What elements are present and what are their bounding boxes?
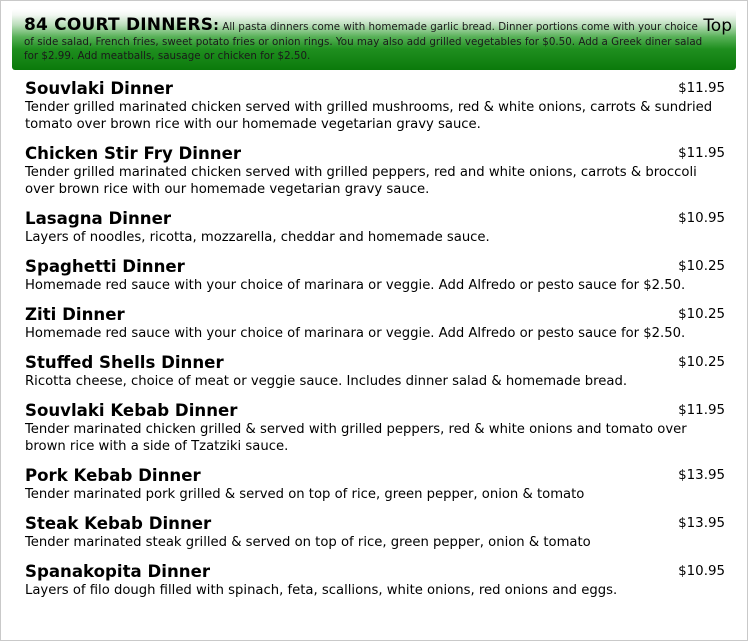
menu-item-price: $11.95 — [678, 81, 725, 96]
menu-item — [25, 304, 725, 342]
menu-item-name: Ziti Dinner — [25, 305, 125, 324]
menu-item-price: $11.95 — [678, 146, 725, 161]
menu-item-price: $10.25 — [678, 259, 725, 274]
menu-item-name: Spanakopita Dinner — [25, 562, 211, 581]
menu-item — [25, 513, 725, 551]
menu-item-price: $13.95 — [678, 516, 725, 531]
menu-item-name: Souvlaki Dinner — [25, 79, 173, 98]
menu-item-price: $10.25 — [678, 307, 725, 322]
top-link[interactable]: Top — [703, 16, 732, 36]
menu-item — [25, 208, 725, 246]
menu-item-description: Tender grilled marinated chicken served with grilled peppers, red and white onions, carrots & broccoli over brown rice with our homemade vegetarian gravy sauce. — [25, 165, 697, 197]
menu-item-name: Lasagna Dinner — [25, 209, 172, 228]
menu-item — [25, 561, 725, 599]
menu-item-name: Pork Kebab Dinner — [25, 466, 201, 485]
section-intro-text: All pasta dinners come with homemade garlic bread. Dinner portions come with your choice of side salad, French fries, sweet potato fries or onion rings. You may also add grilled vegetables for $0.50. Add a Greek diner salad for $2.99. Add meatballs, sausage or chicken for $2.50. — [24, 21, 703, 62]
menu-item-description: Layers of filo dough filled with spinach, feta, scallions, white onions, red onions and eggs. — [25, 583, 618, 598]
menu-item — [25, 352, 725, 390]
menu-item-description: Ricotta cheese, choice of meat or veggie sauce. Includes dinner salad & homemade bread. — [25, 374, 628, 389]
menu-item-price: $10.95 — [678, 564, 725, 579]
menu-item — [25, 256, 725, 294]
menu-item — [25, 143, 725, 198]
menu-item-price: $10.95 — [678, 211, 725, 226]
menu-item-description: Tender grilled marinated chicken served with grilled mushrooms, red & white onions, carrots & sundried tomato over brown rice with our homemade vegetarian gravy sauce. — [25, 100, 713, 132]
section-header — [12, 9, 736, 70]
menu-item — [25, 400, 725, 455]
menu-item-name: Stuffed Shells Dinner — [25, 353, 224, 372]
menu-item-description: Tender marinated steak grilled & served on top of rice, green pepper, onion & tomato — [25, 535, 591, 550]
menu-item-name: Chicken Stir Fry Dinner — [25, 144, 242, 163]
menu-item — [25, 78, 725, 133]
section-title: 84 COURT DINNERS — [24, 15, 214, 35]
section-title-separator: : — [213, 18, 219, 34]
menu-item-description: Homemade red sauce with your choice of marinara or veggie. Add Alfredo or pesto sauce for $2.50. — [25, 326, 686, 341]
section-intro — [24, 15, 704, 64]
menu-item — [25, 465, 725, 503]
menu-item-description: Homemade red sauce with your choice of marinara or veggie. Add Alfredo or pesto sauce for $2.50. — [25, 278, 686, 293]
menu-item-description: Tender marinated chicken grilled & served with grilled peppers, red & white onions and tomato over brown rice with a side of Tzatziki sauce. — [25, 422, 687, 454]
menu-list — [25, 78, 725, 609]
menu-item-name: Steak Kebab Dinner — [25, 514, 212, 533]
menu-item-price: $10.25 — [678, 355, 725, 370]
menu-item-price: $13.95 — [678, 468, 725, 483]
menu-item-name: Spaghetti Dinner — [25, 257, 185, 276]
menu-item-name: Souvlaki Kebab Dinner — [25, 401, 238, 420]
menu-item-description: Layers of noodles, ricotta, mozzarella, cheddar and homemade sauce. — [25, 230, 490, 245]
menu-item-description: Tender marinated pork grilled & served on top of rice, green pepper, onion & tomato — [25, 487, 585, 502]
menu-item-price: $11.95 — [678, 403, 725, 418]
